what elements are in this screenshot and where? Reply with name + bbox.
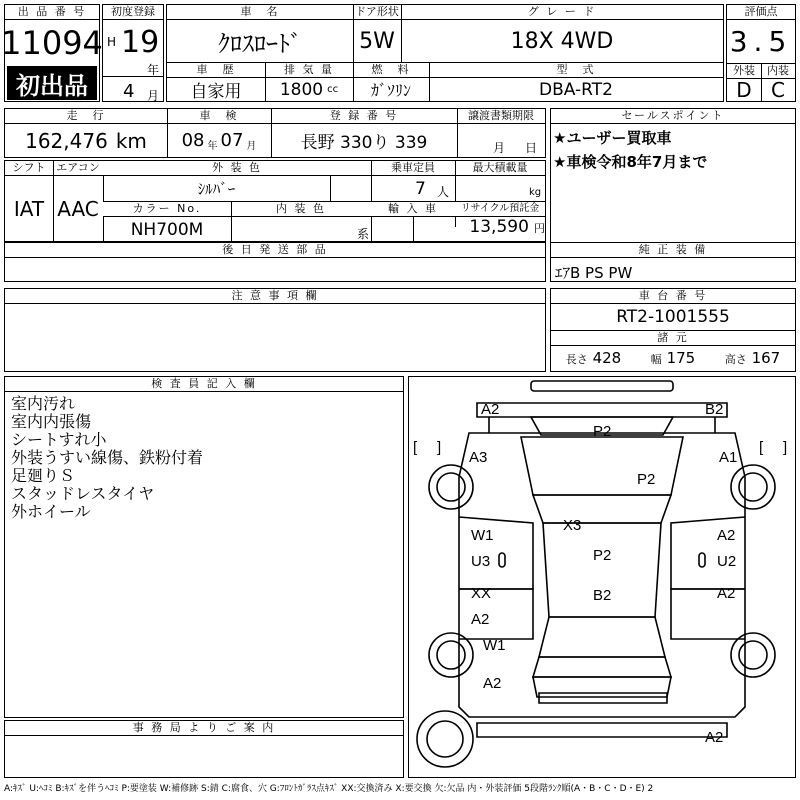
- damage-mark: [: [413, 439, 418, 456]
- notes-label: 注 意 事 項 欄: [5, 289, 545, 304]
- reg-month-unit: 月: [147, 89, 160, 103]
- ac: AAC: [57, 197, 99, 221]
- chassis-box: [550, 288, 796, 372]
- damage-mark: XX: [471, 585, 492, 602]
- plate-label: 登 録 番 号: [271, 109, 457, 124]
- damage-mark: ]: [783, 439, 788, 456]
- damage-mark: B2: [593, 587, 612, 604]
- office-label: 事 務 局 よ り ご 案 内: [5, 721, 403, 736]
- inspection-month: 07: [220, 130, 244, 151]
- inspection-date: [167, 124, 271, 157]
- inspector-label: 検 査 員 記 入 欄: [5, 377, 403, 392]
- shift-label: シフト: [5, 161, 53, 176]
- inspector-notes: [11, 395, 403, 521]
- interior-label: 内装: [761, 64, 795, 79]
- exterior-label: 外装: [727, 64, 761, 79]
- plate-number: 長野 330り 339: [300, 133, 428, 153]
- inspection-label: 車 検: [167, 109, 271, 124]
- damage-mark: A2: [483, 675, 502, 692]
- history: 自家用: [190, 82, 242, 102]
- sales-label: セールスポイント: [551, 109, 795, 124]
- recycle-unit: 円: [534, 222, 545, 235]
- later-parts-label: 後 日 発 送 部 品: [5, 243, 545, 258]
- int-color-label: 内 装 色: [231, 202, 371, 217]
- note-line: 室内内張傷: [11, 412, 92, 431]
- first-registration-box: [102, 4, 164, 102]
- transfer-day-unit: 日: [525, 141, 538, 155]
- displacement-label: 排 気 量: [265, 63, 353, 78]
- fuel: ｶﾞｿﾘﾝ: [370, 81, 411, 100]
- reg-month: 4: [123, 81, 135, 102]
- damage-mark: W1: [483, 637, 506, 654]
- door-label: ドア形状: [353, 5, 401, 20]
- dimensions: [551, 349, 795, 367]
- equipment-box: [550, 242, 796, 282]
- mileage-label: 走 行: [5, 109, 167, 124]
- sales-points-box: [550, 108, 796, 256]
- chassis-number: RT2-1001555: [616, 307, 730, 327]
- score: 3.5: [729, 25, 793, 58]
- lot-number: 11094: [1, 24, 103, 62]
- displacement-value: 1800: [279, 79, 324, 100]
- recycle-label: リサイクル預託金: [455, 202, 545, 217]
- damage-mark: ]: [437, 439, 442, 456]
- height: 167: [751, 349, 781, 367]
- lot-label: 出 品 番 号: [5, 5, 99, 20]
- capacity-unit: 人: [437, 185, 450, 199]
- sales-point-1: ★ユーザー買取車: [553, 129, 672, 147]
- ext-color: ｼﾙﾊﾞｰ: [197, 180, 236, 198]
- score-box: [726, 4, 796, 102]
- equipment: ｴｱB PS PW: [555, 264, 633, 282]
- mileage: [5, 124, 167, 157]
- sales-point-2: ★車検令和8年7月まで: [553, 153, 708, 171]
- score-label: 評価点: [727, 5, 795, 20]
- note-line: 室内汚れ: [11, 394, 76, 413]
- damage-mark: A3: [469, 449, 488, 466]
- grade: 18X 4WD: [510, 28, 614, 54]
- damage-mark: A2: [471, 611, 490, 628]
- grade-label: グ レ ー ド: [401, 5, 723, 20]
- registration-row: [4, 108, 546, 158]
- later-parts-box: [4, 242, 546, 282]
- damage-mark: [: [759, 439, 764, 456]
- chassis-label: 車 台 番 号: [551, 289, 795, 304]
- damage-mark: A2: [717, 527, 736, 544]
- transfer-month-unit: 月: [493, 141, 506, 155]
- ac-label: エアコン: [53, 161, 103, 176]
- note-line: 外ホイール: [11, 502, 91, 521]
- inspection-year-unit: 年: [207, 141, 218, 152]
- recycle-value: 13,590: [469, 217, 529, 237]
- load-unit: kg: [529, 187, 542, 198]
- displacement: [265, 78, 353, 101]
- note-line: シートすれ小: [11, 430, 107, 449]
- reg-year-unit: 年: [147, 63, 160, 77]
- damage-mark: B2: [705, 401, 724, 418]
- color-no: NH700M: [130, 219, 204, 240]
- transfer-label: 譲渡書類期限: [457, 109, 545, 124]
- car-details-box: [166, 4, 724, 102]
- height-label: 高さ: [724, 353, 747, 366]
- damage-mark: X3: [563, 517, 582, 534]
- color-no-label: カラー No.: [103, 202, 231, 217]
- damage-mark: A2: [705, 729, 724, 746]
- era: H: [107, 35, 117, 49]
- first-listing-badge: 初出品: [7, 66, 97, 100]
- note-line: 足廻りＳ: [11, 466, 76, 485]
- spec-row: [4, 160, 546, 242]
- shift: IAT: [13, 197, 45, 221]
- inspection-month-unit: 月: [246, 141, 257, 152]
- reg-year: 19: [121, 25, 160, 60]
- length-label: 長さ: [565, 353, 588, 366]
- legend: A:ｷｽﾞ U:ﾍｺﾐ B:ｷｽﾞを伴うﾍｺﾐ P:要塗装 W:補修跡 S:錆 C:腐食、穴 G:ﾌﾛﾝﾄｶﾞﾗｽ点ｷｽﾞ XX:交換済み X:要交換 欠:欠品 内・外装評価 5段階ﾗﾝｸ順(A・B・C・D・E) 2: [4, 784, 654, 794]
- damage-mark: A1: [719, 449, 738, 466]
- damage-diagram: [408, 376, 796, 778]
- load-label: 最大積載量: [455, 161, 545, 176]
- office-box: [4, 720, 404, 778]
- door-type: 5W: [359, 28, 395, 54]
- capacity: 7: [415, 179, 426, 199]
- length: 428: [592, 349, 622, 367]
- damage-mark: W1: [471, 527, 494, 544]
- damage-mark: P2: [637, 471, 656, 488]
- model: DBA-RT2: [539, 79, 613, 100]
- damage-mark: P2: [593, 423, 612, 440]
- int-color-unit: 系: [357, 227, 370, 241]
- capacity-label: 乗車定員: [371, 161, 455, 176]
- damage-mark: U2: [717, 553, 737, 570]
- note-line: 外装うすい線傷、鉄粉付着: [11, 448, 204, 467]
- history-label: 車 歴: [167, 63, 265, 78]
- damage-mark: A2: [481, 401, 500, 418]
- note-line: スタッドレスタイヤ: [11, 484, 155, 503]
- damage-mark: P2: [593, 547, 612, 564]
- dims-label: 諸 元: [551, 330, 795, 346]
- ext-color-label: 外 装 色: [103, 161, 371, 176]
- reg-label: 初度登録: [103, 5, 163, 20]
- mileage-value: 162,476: [25, 128, 108, 153]
- lot-box: [1, 4, 103, 102]
- car-name: ｸﾛｽﾛｰﾄﾞ: [218, 29, 302, 58]
- inspector-box: [4, 376, 404, 718]
- inspection-year: 08: [181, 130, 205, 151]
- mileage-unit: km: [115, 128, 147, 153]
- import-label: 輸 入 車: [371, 202, 455, 217]
- equipment-label: 純 正 装 備: [551, 243, 795, 258]
- exterior-grade: D: [736, 78, 752, 102]
- displacement-unit: cc: [327, 84, 339, 95]
- fuel-label: 燃 料: [353, 63, 429, 78]
- interior-grade: C: [771, 78, 785, 102]
- car-name-label: 車 名: [167, 5, 353, 20]
- damage-mark: A2: [717, 585, 736, 602]
- width-label: 幅: [650, 353, 662, 366]
- width: 175: [666, 349, 696, 367]
- model-label: 型 式: [429, 63, 723, 78]
- damage-mark: U3: [471, 553, 491, 570]
- recycle: [455, 217, 545, 242]
- notes-box: [4, 288, 546, 372]
